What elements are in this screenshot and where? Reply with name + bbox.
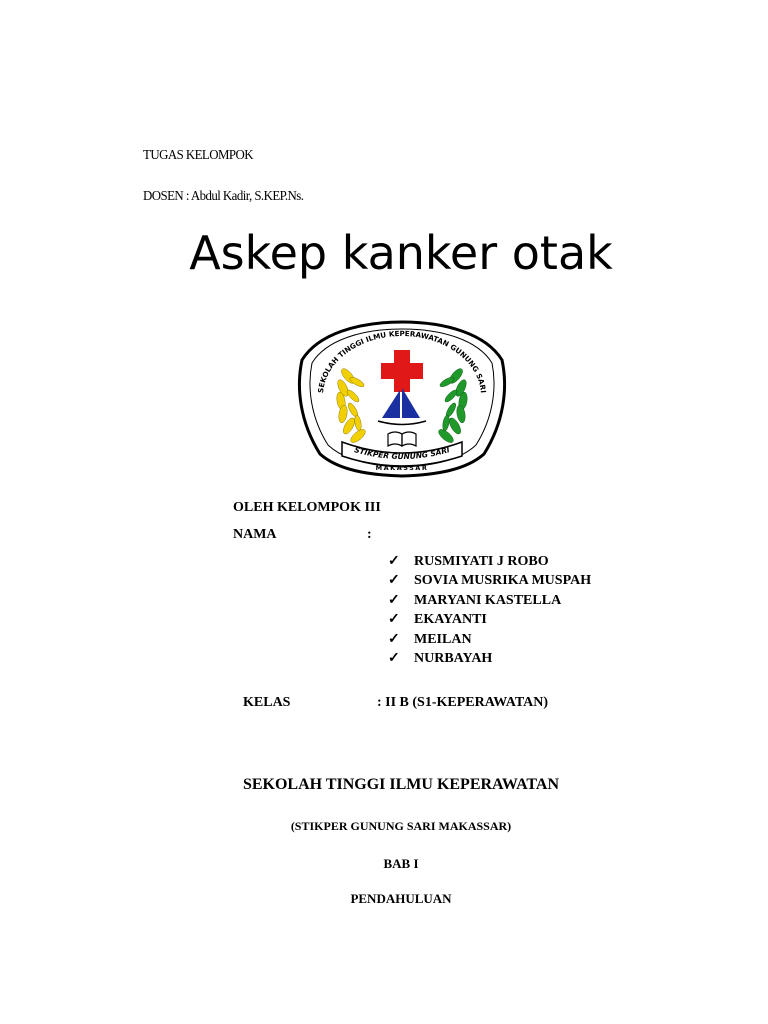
names-colon: : <box>367 527 372 542</box>
chapter-title: PENDAHULUAN <box>350 891 452 906</box>
logo-city-text: MAKASSAR <box>375 464 429 472</box>
member-list <box>388 552 591 668</box>
list-item: ✓ MARYANI KASTELLA <box>388 591 591 610</box>
list-item: ✓ EKAYANTI <box>388 610 591 629</box>
logo-ring-text: SEKOLAH TINGGI ILMU KEPERAWATAN GUNUNG SARI <box>316 328 488 394</box>
lecturer-line: DOSEN : Abdul Kadir, S.KEP.Ns. <box>143 189 304 204</box>
school-logo <box>296 318 508 478</box>
class-label: KELAS <box>243 695 291 710</box>
checkmark-icon: ✓ <box>388 612 400 628</box>
checkmark-icon: ✓ <box>388 592 400 608</box>
list-item: ✓ SOVIA MUSRIKA MUSPAH <box>388 571 591 590</box>
names-label: NAMA <box>233 527 277 542</box>
list-item: ✓ MEILAN <box>388 630 591 649</box>
group-label: OLEH KELOMPOK III <box>233 500 381 515</box>
checkmark-icon: ✓ <box>388 554 400 569</box>
chapter-number: BAB I <box>383 856 419 871</box>
checkmark-icon: ✓ <box>388 650 400 666</box>
checkmark-icon: ✓ <box>388 631 400 647</box>
checkmark-icon: ✓ <box>388 573 400 589</box>
class-value: : II B (S1-KEPERAWATAN) <box>377 695 548 710</box>
assignment-label: TUGAS KELOMPOK <box>143 148 253 163</box>
document-title: Askep kanker otak <box>189 226 613 280</box>
logo-ribbon-text: STIKPER GUNUNG SARI <box>353 445 451 462</box>
school-name: SEKOLAH TINGGI ILMU KEPERAWATAN <box>242 776 560 793</box>
list-item: ✓ RUSMIYATI J ROBO <box>388 552 591 571</box>
school-subtitle: (STIKPER GUNUNG SARI MAKASSAR) <box>290 819 512 833</box>
list-item: ✓ NURBAYAH <box>388 649 591 668</box>
